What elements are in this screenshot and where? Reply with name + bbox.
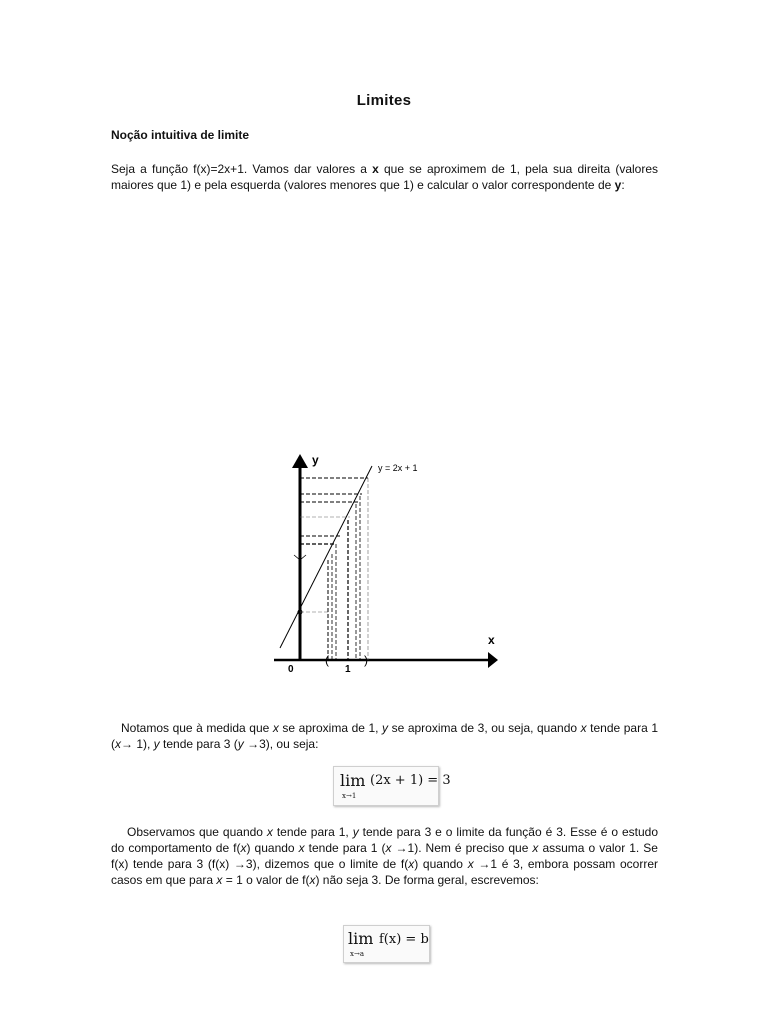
italic-var: y <box>153 737 160 751</box>
text-run: tende para 3 e o limite da função é 3. Esse é o estudo do comportamento de f( <box>111 825 659 855</box>
italic-var: y <box>382 721 389 735</box>
italic-var: x <box>216 873 223 887</box>
function-line <box>280 466 372 648</box>
lim-subscript: x→1 <box>342 792 357 800</box>
text-run: → 1), <box>121 737 154 751</box>
x-tick-label: 1 <box>345 664 351 675</box>
y-axis-arrow <box>292 454 308 468</box>
function-graph <box>270 450 500 675</box>
text-run: tende para 1, <box>272 825 353 839</box>
lim-subscript: x→a <box>350 950 364 958</box>
lim-symbol: lim <box>340 771 366 790</box>
limit-formula-general <box>343 925 430 963</box>
italic-var: x <box>385 841 392 855</box>
text-run: = 1 o valor de f( <box>222 873 310 887</box>
text-run: tende para 1 ( <box>111 721 658 751</box>
paragraph-2 <box>111 720 658 752</box>
italic-var: x <box>580 721 587 735</box>
italic-var: y <box>352 825 359 839</box>
x-axis-label: x <box>488 633 495 647</box>
document-title: Limites <box>356 92 412 109</box>
text-run: →1 é 3, embora possam ocorrer casos em que para <box>111 857 659 887</box>
italic-var: x <box>467 857 474 871</box>
line-equation-label: y = 2x + 1 <box>378 463 418 473</box>
text-run: assuma o valor 1. Se f(x) tende para 3 (f(x) →3), dizemos que o limite de f( <box>111 841 658 871</box>
right-paren: ) <box>364 653 368 667</box>
intro-text: : <box>621 178 625 192</box>
lim-expression: f(x) = b <box>379 932 429 947</box>
italic-var: x <box>408 857 415 871</box>
intro-text: que se aproximem de 1, pela sua direita (valores maiores que 1) e pela esquerda (valores menores que 1) e calcular o valor correspondente de <box>111 162 659 192</box>
text-run: se aproxima de 3, ou seja, quando <box>388 721 581 735</box>
intro-text: Seja a função f(x)=2x+1. Vamos dar valores a <box>111 162 373 176</box>
text-run: tende para 3 ( <box>159 737 238 751</box>
text-run: →3), ou seja: <box>243 737 319 751</box>
y-axis-label: y <box>312 453 319 467</box>
text-run: ) não seja 3. De forma geral, escrevemos: <box>315 873 539 887</box>
lim-expression: (2x + 1) = 3 <box>370 773 451 788</box>
text-run: →1). Nem é preciso que <box>391 841 533 855</box>
italic-var: x <box>532 841 539 855</box>
bold-x: x <box>372 162 379 176</box>
text-run: se aproxima de 1, <box>278 721 383 735</box>
paragraph-3 <box>111 824 658 888</box>
italic-var: x <box>115 737 121 751</box>
text-run: Notamos que à medida que <box>121 721 273 735</box>
text-run: ) quando <box>246 841 299 855</box>
intro-paragraph <box>111 161 658 193</box>
italic-var: x <box>298 841 305 855</box>
origin-label: 0 <box>288 664 294 675</box>
italic-var: x <box>309 873 316 887</box>
bold-y: y <box>614 178 622 192</box>
text-run: ) quando <box>414 857 468 871</box>
x-axis-arrow <box>488 652 498 668</box>
italic-var: x <box>272 721 279 735</box>
lim-symbol: lim <box>348 929 374 948</box>
left-paren: ( <box>325 653 329 667</box>
section-heading: Noção intuitiva de limite <box>111 128 250 142</box>
text-run: tende para 1 ( <box>304 841 386 855</box>
italic-var: y <box>237 737 244 751</box>
limit-formula-specific <box>333 766 451 806</box>
text-run: Observamos que quando <box>127 825 267 839</box>
italic-var: x <box>266 825 273 839</box>
italic-var: x <box>240 841 247 855</box>
